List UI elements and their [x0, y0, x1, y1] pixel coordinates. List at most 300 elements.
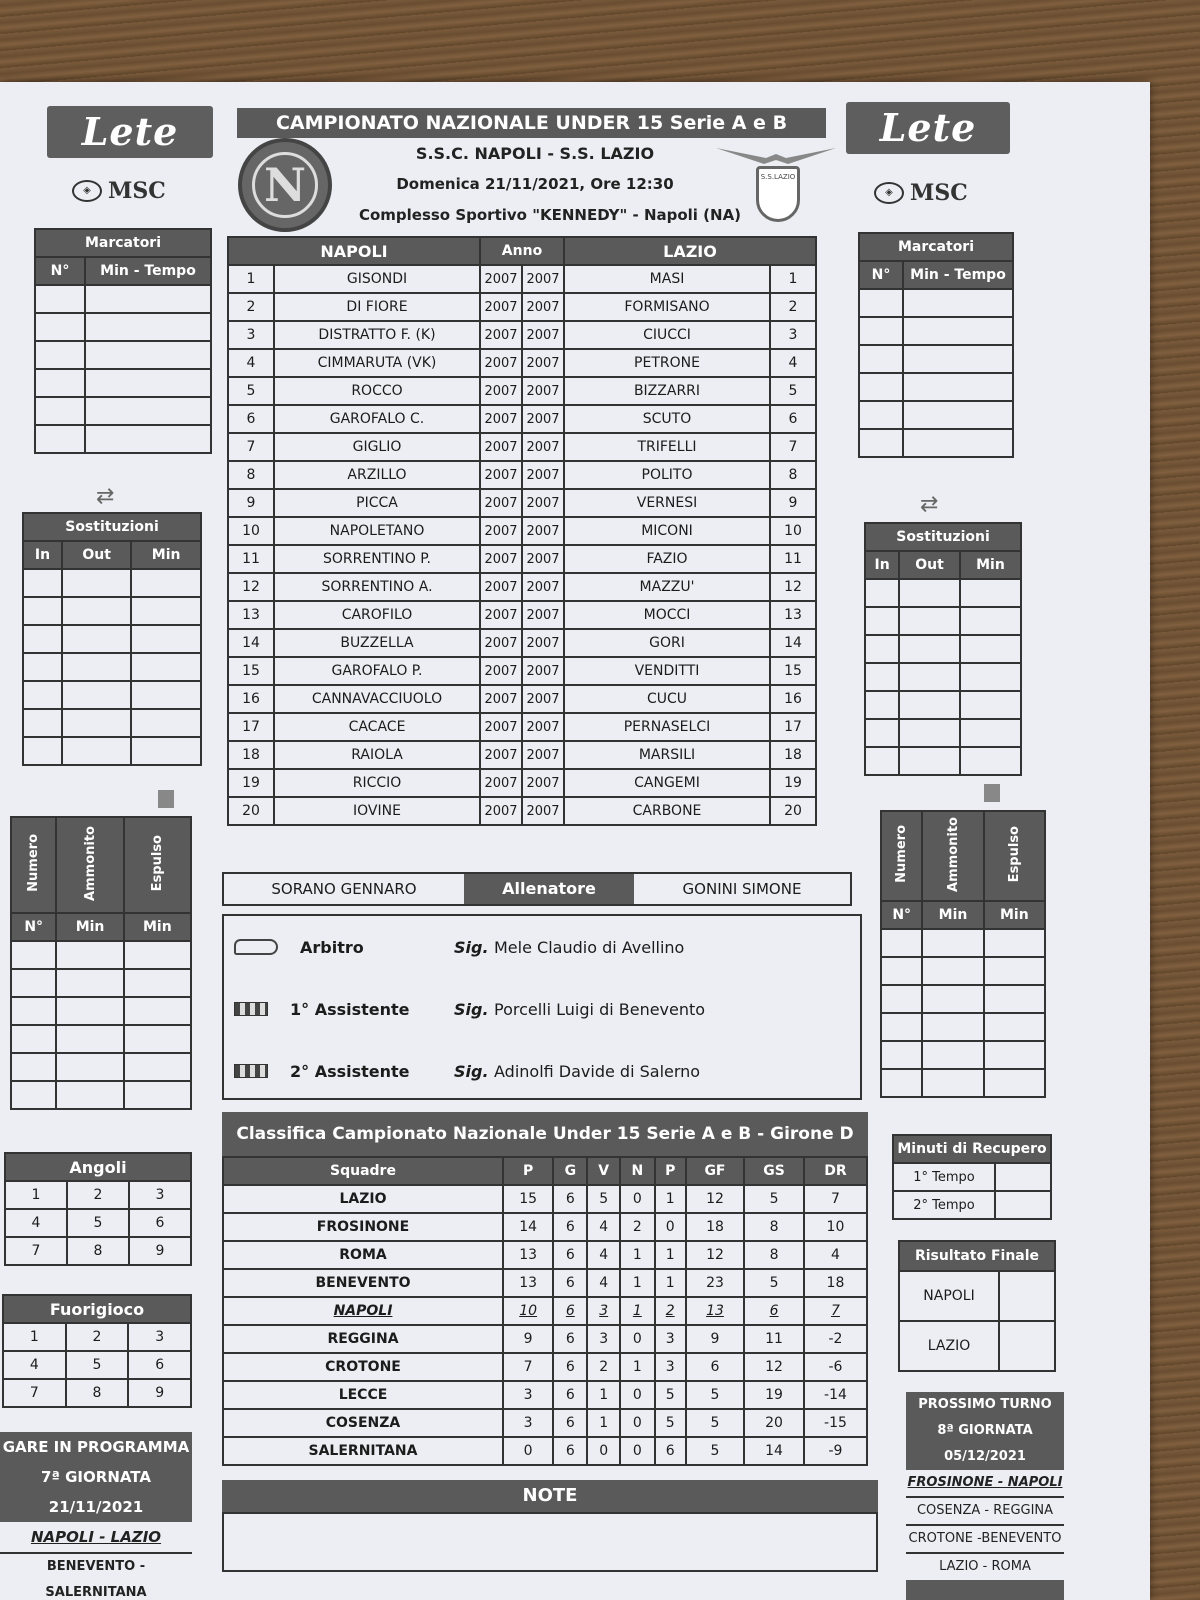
- scorer-row: [859, 289, 1013, 317]
- lineup-row: [228, 769, 816, 797]
- away-shirt-number: 3: [770, 321, 816, 349]
- home-player-name: ROCCO: [274, 377, 480, 405]
- away-player-name: MASI: [564, 265, 770, 293]
- offside-cell[interactable]: 6: [128, 1351, 191, 1379]
- subs-in-header: In: [23, 541, 62, 569]
- standings-stat: 3: [655, 1353, 686, 1381]
- standings-col-header: Squadre: [223, 1157, 503, 1185]
- away-player-name: SCUTO: [564, 405, 770, 433]
- msc-emblem-icon: ◈: [874, 182, 904, 204]
- card-row: [11, 1025, 191, 1053]
- offside-cell[interactable]: 3: [128, 1323, 191, 1351]
- official-role: 1° Assistente: [290, 999, 410, 1019]
- home-player-name: DI FIORE: [274, 293, 480, 321]
- home-player-year: 2007: [480, 349, 522, 377]
- away-player-name: CUCU: [564, 685, 770, 713]
- standings-stat: 1: [655, 1185, 686, 1213]
- away-player-year: 2007: [522, 461, 564, 489]
- home-player-year: 2007: [480, 601, 522, 629]
- away-coach: GONINI SIMONE: [682, 880, 802, 898]
- standings-stat: 13: [686, 1297, 744, 1325]
- next-round-box: [906, 1392, 1064, 1600]
- home-shirt-number: 14: [228, 629, 274, 657]
- sub-row: [23, 653, 201, 681]
- coach-label: Allenatore: [464, 874, 634, 904]
- lineup-row: [228, 265, 816, 293]
- lineup-row: [228, 601, 816, 629]
- card-row: [11, 1081, 191, 1109]
- card-row: [11, 941, 191, 969]
- home-player-year: 2007: [480, 377, 522, 405]
- scorers-header: Marcatori: [35, 229, 211, 257]
- standings-row: [223, 1185, 867, 1213]
- standings-team: NAPOLI: [223, 1297, 503, 1325]
- stoppage-time-table: [892, 1134, 1052, 1220]
- away-player-year: 2007: [522, 489, 564, 517]
- away-player-name: CANGEMI: [564, 769, 770, 797]
- away-player-name: VERNESI: [564, 489, 770, 517]
- fixtures-round: 7ª GIORNATA: [41, 1468, 151, 1486]
- official-sig: Sig.: [454, 937, 489, 957]
- standings-stat: 8: [744, 1241, 804, 1269]
- official-sig: Sig.: [454, 999, 489, 1019]
- corner-cell[interactable]: 1: [5, 1181, 67, 1209]
- standings-stat: 12: [686, 1241, 744, 1269]
- away-player-year: 2007: [522, 349, 564, 377]
- away-player-name: MICONI: [564, 517, 770, 545]
- home-shirt-number: 3: [228, 321, 274, 349]
- away-shirt-number: 14: [770, 629, 816, 657]
- home-shirt-number: 13: [228, 601, 274, 629]
- standings-stat: 19: [744, 1381, 804, 1409]
- standings-stat: 6: [553, 1353, 587, 1381]
- sub-row: [23, 709, 201, 737]
- lineup-row: [228, 405, 816, 433]
- msc-logo-right: [874, 180, 968, 206]
- coaches-row: [222, 872, 852, 906]
- standings-stat: 13: [503, 1269, 553, 1297]
- away-player-name: GORI: [564, 629, 770, 657]
- away-shirt-number: 7: [770, 433, 816, 461]
- home-scorers-table: [34, 228, 212, 454]
- home-player-name: PICCA: [274, 489, 480, 517]
- home-player-year: 2007: [480, 657, 522, 685]
- offside-cell[interactable]: 2: [66, 1323, 129, 1351]
- corners-table: [4, 1152, 192, 1266]
- lete-logo-right: Lete: [846, 102, 1010, 154]
- sub-row: [23, 681, 201, 709]
- standings-stat: 3: [503, 1381, 553, 1409]
- standings-stat: 0: [620, 1325, 655, 1353]
- card-row: [11, 997, 191, 1025]
- standings-stat: 2: [587, 1353, 620, 1381]
- home-shirt-number: 20: [228, 797, 274, 825]
- home-player-name: GIGLIO: [274, 433, 480, 461]
- second-half-label: 2° Tempo: [893, 1191, 995, 1219]
- away-player-name: VENDITTI: [564, 657, 770, 685]
- notes-area[interactable]: [222, 1512, 878, 1572]
- corner-cell[interactable]: 2: [67, 1181, 129, 1209]
- subs-out-header: Out: [62, 541, 131, 569]
- card-row: [881, 957, 1045, 985]
- match-date: Domenica 21/11/2021, Ore 12:30: [396, 175, 674, 193]
- fixture-item: BENEVENTO - SALERNITANA: [0, 1552, 192, 1600]
- home-cards-table: [10, 816, 192, 1110]
- lineup-row: [228, 797, 816, 825]
- standings-stat: 1: [620, 1269, 655, 1297]
- flag-icon: [234, 1002, 268, 1016]
- next-round-date: 05/12/2021: [944, 1449, 1026, 1464]
- standings-stat: 4: [587, 1241, 620, 1269]
- home-shirt-number: 15: [228, 657, 274, 685]
- scorer-row: [35, 341, 211, 369]
- final-result-table: [898, 1240, 1056, 1372]
- home-player-name: RAIOLA: [274, 741, 480, 769]
- home-player-name: IOVINE: [274, 797, 480, 825]
- standings-stat: -14: [804, 1381, 867, 1409]
- standings-stat: 15: [503, 1185, 553, 1213]
- result-home-team: NAPOLI: [899, 1271, 999, 1321]
- card-row: [11, 969, 191, 997]
- standings-stat: 6: [744, 1297, 804, 1325]
- final-result-header: Risultato Finale: [899, 1241, 1055, 1271]
- home-shirt-number: 6: [228, 405, 274, 433]
- flag-icon: [234, 1064, 268, 1078]
- home-player-name: ARZILLO: [274, 461, 480, 489]
- offside-cell[interactable]: 8: [66, 1379, 129, 1407]
- offside-cell[interactable]: 7: [3, 1379, 66, 1407]
- standings-col-header: GF: [686, 1157, 744, 1185]
- standings-stat: -15: [804, 1409, 867, 1437]
- corners-header: Angoli: [5, 1153, 191, 1181]
- lineup-row: [228, 321, 816, 349]
- standings-stat: 5: [744, 1185, 804, 1213]
- standings-stat: -9: [804, 1437, 867, 1465]
- standings-stat: 0: [503, 1437, 553, 1465]
- cards-min2-header: Min: [984, 901, 1045, 929]
- offside-table: [2, 1294, 192, 1408]
- home-coach: SORANO GENNARO: [271, 880, 417, 898]
- next-match: CROTONE -BENEVENTO: [906, 1524, 1064, 1552]
- subs-header: Sostituzioni: [865, 523, 1021, 551]
- standings-stat: 5: [655, 1381, 686, 1409]
- home-player-name: RICCIO: [274, 769, 480, 797]
- fixtures-title: GARE IN PROGRAMMA: [2, 1438, 190, 1456]
- ammonito-header: Ammonito: [945, 816, 961, 892]
- official-name: Mele Claudio di Avellino: [494, 937, 685, 957]
- away-player-year: 2007: [522, 405, 564, 433]
- scorers-min-header: Min - Tempo: [903, 261, 1013, 289]
- away-shirt-number: 9: [770, 489, 816, 517]
- official-sig: Sig.: [454, 1061, 489, 1081]
- home-player-name: SORRENTINO A.: [274, 573, 480, 601]
- standings-stat: 13: [503, 1241, 553, 1269]
- numero-header: Numero: [26, 834, 42, 892]
- fixtures-box: [0, 1432, 192, 1600]
- standings-stat: 12: [686, 1185, 744, 1213]
- standings-stat: 0: [620, 1185, 655, 1213]
- away-shirt-number: 20: [770, 797, 816, 825]
- subs-in-header: In: [865, 551, 899, 579]
- home-shirt-number: 12: [228, 573, 274, 601]
- next-match: COSENZA - REGGINA: [906, 1496, 1064, 1524]
- standings-stat: 6: [553, 1409, 587, 1437]
- away-scorers-table: [858, 232, 1014, 458]
- swap-icon: ⇄: [96, 484, 115, 509]
- home-player-year: 2007: [480, 461, 522, 489]
- standings-col-header: GS: [744, 1157, 804, 1185]
- standings-stat: 3: [587, 1297, 620, 1325]
- standings-title: Classifica Campionato Nazionale Under 15 Serie A e B - Girone D: [222, 1112, 868, 1156]
- official-role: 2° Assistente: [290, 1061, 410, 1081]
- lineup-row: [228, 545, 816, 573]
- scorer-row: [35, 369, 211, 397]
- away-player-year: 2007: [522, 797, 564, 825]
- standings-stat: -6: [804, 1353, 867, 1381]
- offside-cell[interactable]: 5: [66, 1351, 129, 1379]
- home-player-name: NAPOLETANO: [274, 517, 480, 545]
- standings-stat: 6: [553, 1185, 587, 1213]
- subs-header: Sostituzioni: [23, 513, 201, 541]
- corner-cell[interactable]: 8: [67, 1237, 129, 1265]
- result-away-score[interactable]: [999, 1321, 1055, 1371]
- standings-stat: 6: [686, 1353, 744, 1381]
- away-player-year: 2007: [522, 377, 564, 405]
- napoli-crest-icon: N: [238, 138, 332, 232]
- away-shirt-number: 16: [770, 685, 816, 713]
- away-player-year: 2007: [522, 769, 564, 797]
- card-row: [11, 1053, 191, 1081]
- standings-stat: 7: [503, 1353, 553, 1381]
- standings-team: CROTONE: [223, 1353, 503, 1381]
- away-player-year: 2007: [522, 685, 564, 713]
- msc-emblem-icon: ◈: [72, 180, 102, 202]
- lineup-row: [228, 293, 816, 321]
- away-player-year: 2007: [522, 545, 564, 573]
- official-row: [224, 916, 860, 978]
- cards-min-header: Min: [922, 901, 983, 929]
- official-row: [224, 978, 860, 1040]
- result-away-team: LAZIO: [899, 1321, 999, 1371]
- standings-table: [222, 1156, 868, 1466]
- official-role: Arbitro: [300, 937, 364, 957]
- standings-stat: 5: [686, 1437, 744, 1465]
- corner-cell[interactable]: 6: [129, 1209, 191, 1237]
- officials-box: [222, 914, 862, 1100]
- away-player-year: 2007: [522, 601, 564, 629]
- scorers-min-header: Min - Tempo: [85, 257, 211, 285]
- standings-stat: 3: [503, 1409, 553, 1437]
- offside-cell[interactable]: 4: [3, 1351, 66, 1379]
- home-shirt-number: 5: [228, 377, 274, 405]
- home-player-name: CIMMARUTA (VK): [274, 349, 480, 377]
- corner-cell[interactable]: 3: [129, 1181, 191, 1209]
- home-shirt-number: 1: [228, 265, 274, 293]
- standings-stat: 1: [620, 1241, 655, 1269]
- sub-row: [865, 635, 1021, 663]
- standings-row: [223, 1325, 867, 1353]
- standings-team: FROSINONE: [223, 1213, 503, 1241]
- away-shirt-number: 15: [770, 657, 816, 685]
- away-shirt-number: 2: [770, 293, 816, 321]
- official-name: Porcelli Luigi di Benevento: [494, 999, 706, 1019]
- lineup-row: [228, 713, 816, 741]
- standings-team: LAZIO: [223, 1185, 503, 1213]
- swap-icon: ⇄: [920, 492, 939, 517]
- result-home-score[interactable]: [999, 1271, 1055, 1321]
- standings-stat: 0: [620, 1437, 655, 1465]
- standings-stat: 6: [553, 1269, 587, 1297]
- standings-row: [223, 1241, 867, 1269]
- official-row: [224, 1040, 860, 1102]
- corner-cell[interactable]: 5: [67, 1209, 129, 1237]
- scorer-row: [859, 401, 1013, 429]
- first-half-label: 1° Tempo: [893, 1163, 995, 1191]
- standings-stat: 18: [804, 1269, 867, 1297]
- away-player-name: CIUCCI: [564, 321, 770, 349]
- home-shirt-number: 19: [228, 769, 274, 797]
- away-player-year: 2007: [522, 629, 564, 657]
- lineup-row: [228, 377, 816, 405]
- lineup-row: [228, 573, 816, 601]
- away-player-year: 2007: [522, 293, 564, 321]
- away-player-name: MOCCI: [564, 601, 770, 629]
- official-name: Adinolfi Davide di Salerno: [494, 1061, 701, 1081]
- sub-row: [865, 719, 1021, 747]
- away-cards-table: [880, 810, 1046, 1098]
- standings-stat: 1: [655, 1269, 686, 1297]
- standings-col-header: N: [620, 1157, 655, 1185]
- card-row: [881, 929, 1045, 957]
- scorer-row: [35, 397, 211, 425]
- sub-row: [865, 607, 1021, 635]
- standings-stat: 5: [686, 1381, 744, 1409]
- scorer-row: [35, 425, 211, 453]
- standings-stat: 2: [655, 1297, 686, 1325]
- corner-cell[interactable]: 4: [5, 1209, 67, 1237]
- standings-row: [223, 1409, 867, 1437]
- lineup-row: [228, 685, 816, 713]
- home-player-name: CACACE: [274, 713, 480, 741]
- home-shirt-number: 2: [228, 293, 274, 321]
- home-player-name: DISTRATTO F. (K): [274, 321, 480, 349]
- lineup-row: [228, 489, 816, 517]
- standings-stat: 1: [655, 1241, 686, 1269]
- standings-stat: 23: [686, 1269, 744, 1297]
- standings-team: SALERNITANA: [223, 1437, 503, 1465]
- standings-team: REGGINA: [223, 1325, 503, 1353]
- standings-stat: -2: [804, 1325, 867, 1353]
- standings-row: [223, 1353, 867, 1381]
- numero-header: Numero: [894, 825, 910, 883]
- away-shirt-number: 13: [770, 601, 816, 629]
- home-subs-table: [22, 512, 202, 766]
- away-player-year: 2007: [522, 517, 564, 545]
- standings-row: [223, 1297, 867, 1325]
- match-sheet: [0, 82, 1150, 1600]
- year-header: Anno: [480, 237, 564, 265]
- sub-row: [865, 691, 1021, 719]
- standings-row: [223, 1381, 867, 1409]
- standings-stat: 20: [744, 1409, 804, 1437]
- standings-stat: 0: [620, 1381, 655, 1409]
- corner-cell[interactable]: 9: [129, 1237, 191, 1265]
- standings-stat: 0: [587, 1437, 620, 1465]
- home-player-name: GAROFALO P.: [274, 657, 480, 685]
- standings-stat: 12: [744, 1353, 804, 1381]
- next-round-title: PROSSIMO TURNO: [918, 1397, 1052, 1412]
- home-player-year: 2007: [480, 433, 522, 461]
- home-player-year: 2007: [480, 293, 522, 321]
- subs-min-header: Min: [131, 541, 201, 569]
- fixture-item: NAPOLI - LAZIO: [0, 1522, 192, 1552]
- match-title: S.S.C. NAPOLI - S.S. LAZIO: [415, 144, 655, 163]
- home-player-name: GISONDI: [274, 265, 480, 293]
- standings-stat: 9: [686, 1325, 744, 1353]
- corner-cell[interactable]: 7: [5, 1237, 67, 1265]
- standings-stat: 1: [620, 1353, 655, 1381]
- home-shirt-number: 8: [228, 461, 274, 489]
- home-player-name: BUZZELLA: [274, 629, 480, 657]
- home-player-name: SORRENTINO P.: [274, 545, 480, 573]
- away-player-name: BIZZARRI: [564, 377, 770, 405]
- standings-stat: 14: [744, 1437, 804, 1465]
- home-player-year: 2007: [480, 489, 522, 517]
- away-shirt-number: 17: [770, 713, 816, 741]
- notes-header: NOTE: [222, 1480, 878, 1512]
- away-shirt-number: 12: [770, 573, 816, 601]
- standings-col-header: P: [503, 1157, 553, 1185]
- away-shirt-number: 11: [770, 545, 816, 573]
- standings-row: [223, 1269, 867, 1297]
- offside-cell[interactable]: 1: [3, 1323, 66, 1351]
- away-shirt-number: 8: [770, 461, 816, 489]
- away-shirt-number: 6: [770, 405, 816, 433]
- standings-team: ROMA: [223, 1241, 503, 1269]
- home-shirt-number: 9: [228, 489, 274, 517]
- scorers-header: Marcatori: [859, 233, 1013, 261]
- msc-logo-left: [72, 178, 166, 204]
- standings-stat: 8: [744, 1213, 804, 1241]
- away-player-year: 2007: [522, 433, 564, 461]
- standings-stat: 11: [744, 1325, 804, 1353]
- offside-cell[interactable]: 9: [128, 1379, 191, 1407]
- lete-logo-left: Lete: [47, 106, 213, 158]
- away-player-year: 2007: [522, 657, 564, 685]
- standings-stat: 5: [744, 1269, 804, 1297]
- standings-col-header: V: [587, 1157, 620, 1185]
- standings-stat: 10: [804, 1213, 867, 1241]
- espulso-header: Espulso: [1006, 825, 1022, 883]
- msc-label: MSC: [108, 178, 166, 204]
- standings-stat: 6: [553, 1297, 587, 1325]
- lineup-row: [228, 349, 816, 377]
- home-player-name: CANNAVACCIUOLO: [274, 685, 480, 713]
- away-player-name: FORMISANO: [564, 293, 770, 321]
- standings-stat: 6: [553, 1325, 587, 1353]
- home-player-year: 2007: [480, 321, 522, 349]
- subs-min-header: Min: [960, 551, 1021, 579]
- sub-row: [865, 663, 1021, 691]
- scorers-num-header: N°: [35, 257, 85, 285]
- cards-min-header: Min: [56, 913, 123, 941]
- lineup-row: [228, 629, 816, 657]
- home-player-year: 2007: [480, 545, 522, 573]
- home-player-year: 2007: [480, 405, 522, 433]
- away-player-name: PETRONE: [564, 349, 770, 377]
- whistle-icon: [234, 939, 278, 955]
- card-row: [881, 1041, 1045, 1069]
